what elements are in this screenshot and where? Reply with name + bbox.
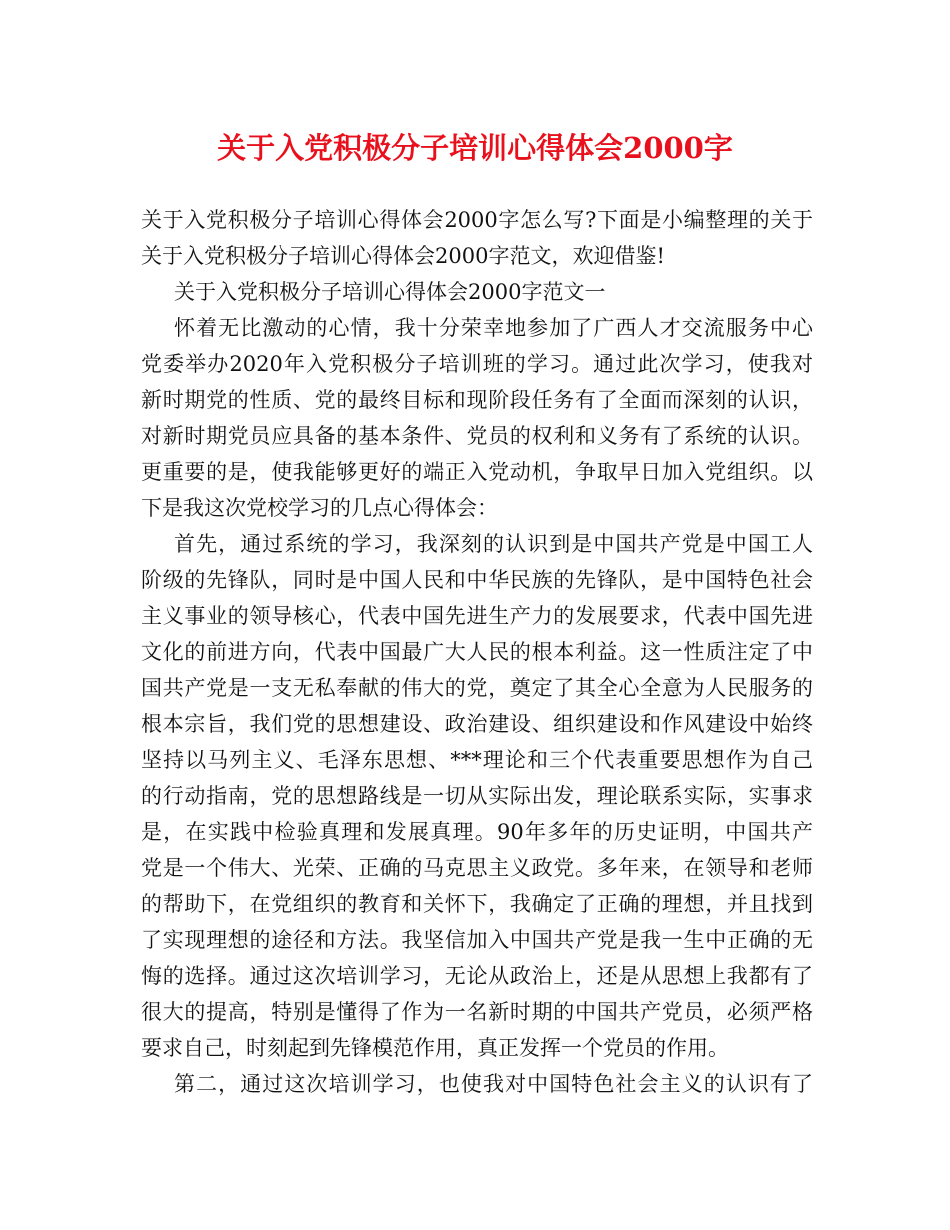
text-line: 要求自己，时刻起到先锋模范作用，真正发挥一个党员的作用。 [141, 1036, 729, 1060]
text-line: 党委举办2020年入党积极分子培训班的学习。通过此次学习，使我对 [141, 352, 813, 376]
text-line: 国共产党是一支无私奉献的伟大的党，奠定了其全心全意为人民服务的 [141, 676, 813, 700]
text-line: 对新时期党员应具备的基本条件、党员的权利和义务有了系统的认识。 [141, 424, 813, 448]
section-heading: 关于入党积极分子培训心得体会2000字范文一 [174, 280, 606, 304]
text-line: 第二，通过这次培训学习，也使我对中国特色社会主义的认识有了 [174, 1072, 813, 1096]
text-line: 关于入党积极分子培训心得体会2000字范文，欢迎借鉴! [141, 244, 665, 268]
text-line: 党是一个伟大、光荣、正确的马克思主义政党。多年来，在领导和老师 [141, 856, 813, 880]
text-line: 新时期党的性质、党的最终目标和现阶段任务有了全面而深刻的认识， [141, 388, 813, 412]
text-line: 首先，通过系统的学习，我深刻的认识到是中国共产党是中国工人 [174, 532, 813, 556]
text-line: 了实现理想的途径和方法。我坚信加入中国共产党是我一生中正确的无 [141, 928, 813, 952]
text-line: 下是我这次党校学习的几点心得体会： [141, 496, 498, 520]
text-line: 怀着无比激动的心情，我十分荣幸地参加了广西人才交流服务中心 [174, 316, 813, 340]
text-line: 很大的提高，特别是懂得了作为一名新时期的中国共产党员，必须严格 [141, 1000, 813, 1024]
text-line: 的行动指南，党的思想路线是一切从实际出发，理论联系实际，实事求 [141, 784, 813, 808]
text-line: 主义事业的领导核心，代表中国先进生产力的发展要求，代表中国先进 [141, 604, 813, 628]
document-title: 关于入党积极分子培训心得体会2000字 [217, 131, 733, 165]
text-line: 的帮助下，在党组织的教育和关怀下，我确定了正确的理想，并且找到 [141, 892, 813, 916]
text-line: 是，在实践中检验真理和发展真理。90年多年的历史证明，中国共产 [141, 820, 813, 844]
text-line: 更重要的是，使我能够更好的端正入党动机，争取早日加入党组织。以 [141, 460, 813, 484]
text-line: 坚持以马列主义、毛泽东思想、***理论和三个代表重要思想作为自己 [141, 748, 813, 772]
text-line: 关于入党积极分子培训心得体会2000字怎么写?下面是小编整理的关于 [141, 208, 813, 232]
text-line: 阶级的先锋队，同时是中国人民和中华民族的先锋队，是中国特色社会 [141, 568, 813, 592]
text-line: 文化的前进方向，代表中国最广大人民的根本利益。这一性质注定了中 [141, 640, 813, 664]
text-line: 悔的选择。通过这次培训学习，无论从政治上，还是从思想上我都有了 [141, 964, 813, 988]
text-line: 根本宗旨，我们党的思想建设、政治建设、组织建设和作风建设中始终 [141, 712, 813, 736]
document-body [141, 202, 813, 1102]
